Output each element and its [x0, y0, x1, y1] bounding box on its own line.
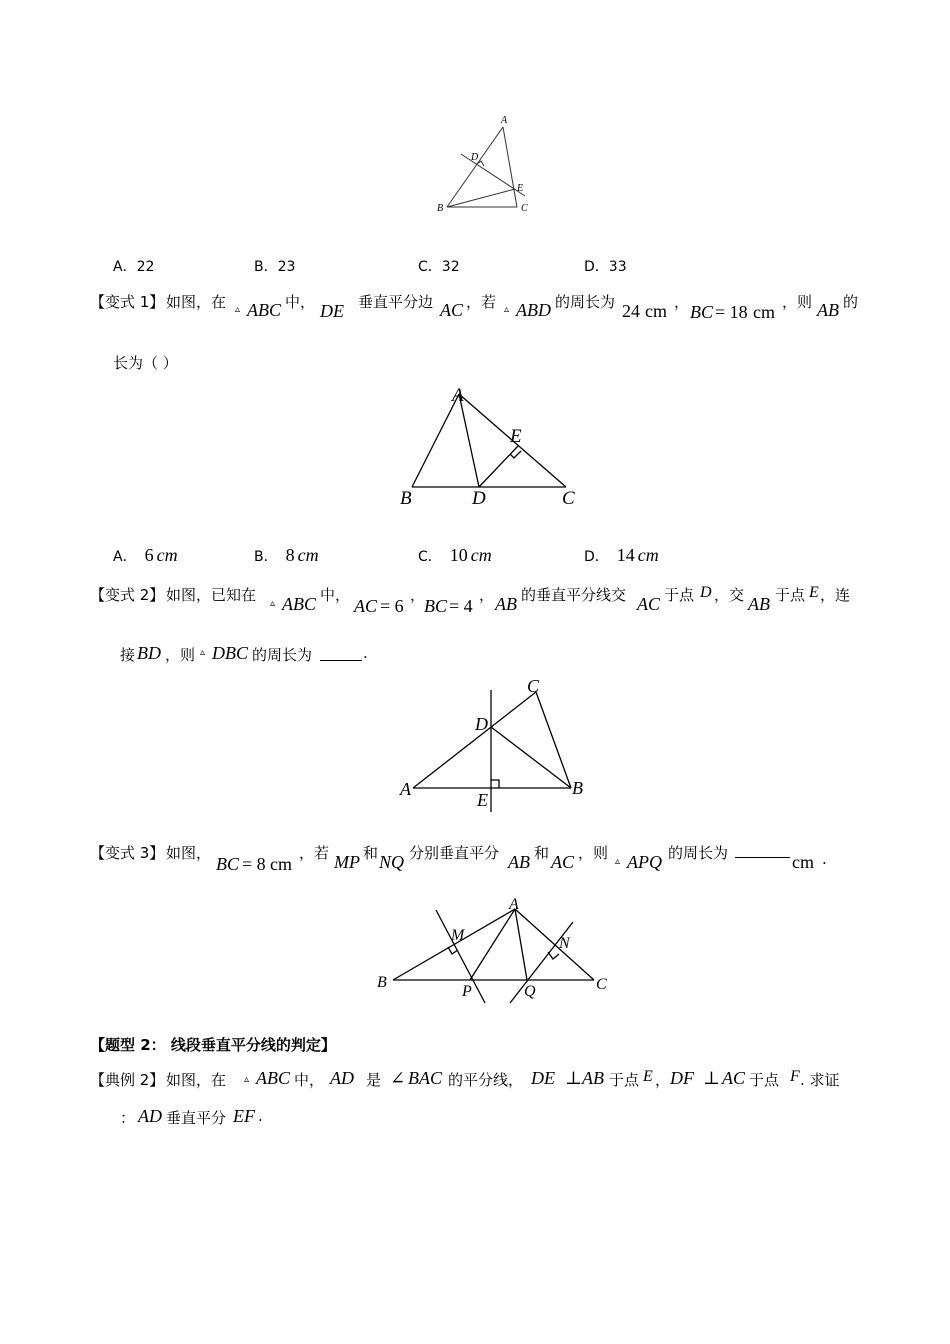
option-value: 22	[136, 259, 155, 275]
label-e: E	[477, 790, 488, 810]
text: 的平分线，	[448, 1071, 524, 1089]
math: 24	[622, 301, 640, 321]
text: 中，	[320, 586, 351, 604]
math: DF	[670, 1068, 694, 1088]
angle-symbol: ∠	[390, 1068, 406, 1088]
label-a: A	[400, 779, 411, 799]
text: 的周长为	[555, 293, 616, 311]
math: D	[700, 584, 712, 601]
figure-triangle-abc-two-bisectors	[0, 890, 950, 1010]
text: 垂直平分边	[358, 293, 434, 311]
text: ，	[674, 293, 690, 311]
label-c: C	[527, 676, 540, 696]
answer-blank[interactable]	[735, 842, 790, 858]
triangle-symbol: ▵	[235, 304, 241, 315]
math: = 6	[380, 596, 404, 616]
text: 的周长为	[668, 844, 729, 862]
text: 中，	[285, 293, 316, 311]
text: 长为（ ）	[113, 354, 178, 372]
perp-symbol: ⊥	[565, 1068, 582, 1088]
unit: cm	[792, 852, 814, 872]
math: AB	[817, 300, 839, 320]
option-number: 8	[285, 545, 295, 565]
math: BC	[216, 854, 240, 874]
figure-triangle-abc-de	[0, 380, 950, 510]
option-c[interactable]	[418, 545, 492, 566]
option-letter: D．	[584, 259, 609, 275]
math: F	[790, 1068, 800, 1085]
answer-blank[interactable]	[320, 644, 362, 661]
math: AB	[582, 1068, 604, 1088]
option-c[interactable]	[418, 256, 460, 276]
text: 于点	[749, 1071, 780, 1089]
text: . 求证	[800, 1071, 840, 1089]
label-c: C	[562, 488, 575, 509]
math: DE	[531, 1068, 555, 1088]
tag: 【典例 2】	[90, 1071, 165, 1089]
text: ，	[655, 1071, 671, 1089]
figure-triangle-abc-perp-bisector	[0, 670, 950, 820]
text: 的周长为	[252, 646, 313, 664]
label-d: D	[475, 714, 488, 734]
label-b: B	[437, 203, 444, 214]
label-q: Q	[524, 983, 536, 1000]
text: 和	[534, 844, 550, 862]
label-a: A	[501, 115, 508, 126]
text: 于点	[775, 586, 806, 604]
text: 如图，在	[166, 1071, 227, 1089]
text: .	[258, 1107, 263, 1125]
label-d: D	[471, 152, 479, 163]
math: = 4	[449, 596, 473, 616]
option-value: 33	[608, 259, 627, 275]
option-value: 32	[441, 259, 460, 275]
math: = 8	[242, 854, 266, 874]
text: 接	[120, 646, 136, 664]
option-letter: C．	[418, 549, 442, 565]
option-letter: B．	[254, 259, 278, 275]
math: ABC	[247, 300, 281, 320]
option-letter: C．	[418, 259, 442, 275]
label-d: D	[472, 488, 486, 509]
text: ，则	[782, 293, 813, 311]
text: .	[363, 644, 368, 662]
tag: 【变式 3】	[90, 844, 165, 862]
triangle-symbol: ▵	[270, 598, 276, 609]
option-unit: cm	[156, 545, 178, 565]
option-letter: B．	[254, 549, 278, 565]
text: ，交	[714, 586, 745, 604]
text: 是	[366, 1071, 382, 1089]
math: BC	[424, 596, 448, 616]
math: ABC	[282, 594, 316, 614]
unit: cm	[270, 854, 292, 874]
math: AC	[551, 852, 575, 872]
text: ，则	[578, 844, 609, 862]
label-e: E	[510, 426, 522, 447]
unit: cm	[645, 301, 667, 321]
math: E	[809, 584, 819, 601]
triangle-symbol: ▵	[200, 647, 206, 658]
text: 如图，	[166, 844, 212, 862]
text: .	[822, 850, 827, 868]
text: 如图，已知在	[166, 586, 257, 604]
math: DE	[320, 301, 344, 321]
label-c: C	[521, 203, 528, 214]
tag: 【变式 1】	[90, 293, 165, 311]
text: 如图，在	[166, 293, 227, 311]
math: BC	[690, 302, 714, 322]
option-letter: A．	[113, 259, 137, 275]
math: EF	[233, 1106, 255, 1126]
option-letter: D．	[584, 549, 609, 565]
option-number: 10	[449, 545, 468, 565]
math: MP	[334, 852, 360, 872]
math: NQ	[379, 852, 405, 872]
option-number: 14	[616, 545, 635, 565]
math: AC	[722, 1068, 746, 1088]
math: AB	[508, 852, 530, 872]
label-p: P	[462, 983, 472, 1000]
perp-symbol: ⊥	[703, 1068, 720, 1088]
label-m: M	[451, 927, 465, 944]
text: ：	[120, 1109, 136, 1127]
math: AC	[440, 300, 464, 320]
math: APQ	[627, 852, 662, 872]
math: E	[643, 1068, 653, 1085]
text: 分别垂直平分	[409, 844, 500, 862]
math: AD	[330, 1068, 354, 1088]
math: ABC	[256, 1068, 290, 1088]
math: AD	[138, 1106, 162, 1126]
option-letter: A．	[113, 549, 137, 565]
option-b[interactable]	[254, 545, 319, 566]
math: AC	[637, 594, 661, 614]
option-number: 6	[144, 545, 154, 565]
label-b: B	[572, 778, 583, 798]
label-b: B	[377, 974, 387, 991]
section-title: 【题型 2： 线段垂直平分线的判定】	[90, 1036, 336, 1054]
label-a: A	[452, 385, 464, 406]
text: ，连	[820, 586, 851, 604]
text: 和	[363, 844, 379, 862]
option-value: 23	[277, 259, 296, 275]
label-b: B	[400, 488, 412, 509]
label-e: E	[517, 183, 524, 194]
option-unit: cm	[637, 545, 659, 565]
math: BD	[137, 643, 161, 663]
text: 于点	[609, 1071, 640, 1089]
option-unit: cm	[297, 545, 319, 565]
text: 垂直平分	[166, 1109, 227, 1127]
option-d[interactable]	[584, 545, 659, 566]
math: AB	[495, 594, 517, 614]
math: DBC	[212, 643, 248, 663]
triangle-symbol: ▵	[504, 304, 510, 315]
option-a[interactable]	[113, 545, 178, 566]
tag: 【变式 2】	[90, 586, 165, 604]
math: = 18	[715, 302, 748, 322]
option-a[interactable]	[113, 256, 154, 276]
figure-triangle-abc-small	[0, 0, 950, 240]
text: 于点	[664, 586, 695, 604]
text: ，若	[299, 844, 330, 862]
label-n: N	[559, 935, 570, 952]
option-d[interactable]	[584, 256, 627, 276]
text: 的	[843, 293, 859, 311]
math: BAC	[408, 1068, 442, 1088]
text: 中，	[294, 1071, 325, 1089]
text: ，	[479, 586, 495, 604]
math: AC	[354, 596, 378, 616]
triangle-symbol: ▵	[244, 1074, 250, 1085]
label-c: C	[596, 976, 607, 993]
label-a: A	[509, 896, 519, 913]
text: 的垂直平分线交	[521, 586, 627, 604]
text: ，则	[165, 646, 196, 664]
math: AB	[748, 594, 770, 614]
option-b[interactable]	[254, 256, 295, 276]
option-unit: cm	[470, 545, 492, 565]
text: ，若	[466, 293, 497, 311]
unit: cm	[753, 302, 775, 322]
triangle-symbol: ▵	[615, 856, 621, 867]
text: ，	[410, 586, 426, 604]
math: ABD	[516, 300, 551, 320]
